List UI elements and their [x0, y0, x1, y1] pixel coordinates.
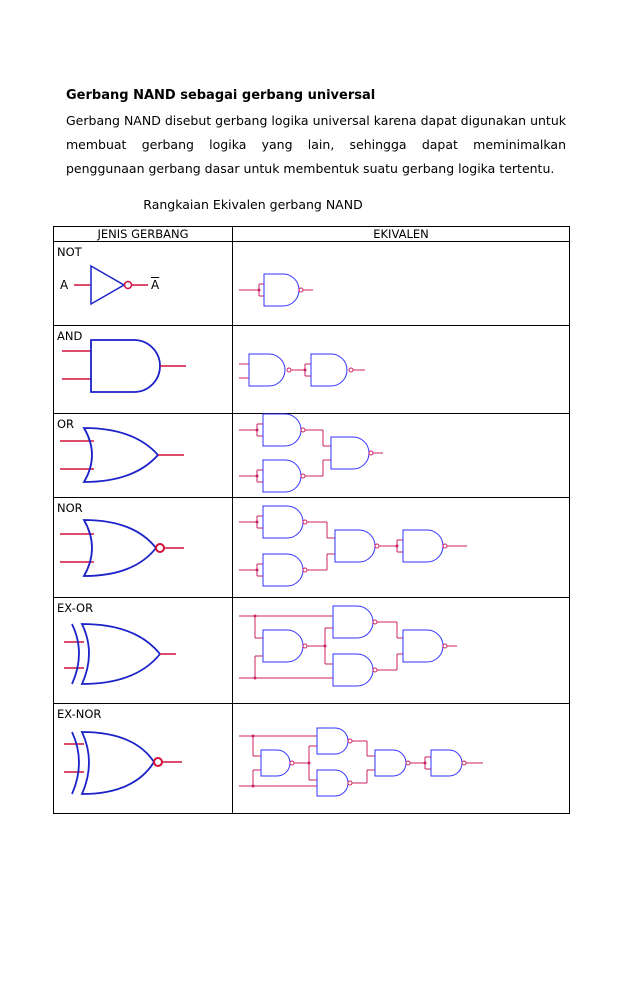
input-label: A [60, 278, 69, 292]
gate-name: NOT [57, 245, 82, 259]
equivalent-cell-and [233, 326, 570, 414]
header-ekivalen: EKIVALEN [233, 227, 570, 242]
gate-cell-or [54, 414, 233, 498]
gate-name: EX-NOR [57, 707, 102, 721]
table-row [54, 414, 570, 498]
xor-gate-icon [54, 598, 232, 704]
gate-cell-and [54, 326, 233, 414]
table-row [54, 242, 570, 326]
nand-equivalent-ex-or [233, 598, 571, 704]
gate-name: EX-OR [57, 601, 94, 615]
gate-name: NOR [57, 501, 83, 515]
table-row [54, 598, 570, 704]
equivalent-cell-ex-or [233, 598, 570, 704]
equivalent-cell-ex-nor [233, 704, 570, 814]
gate-name: OR [57, 417, 75, 431]
equivalent-cell-nor [233, 498, 570, 598]
table-row [54, 704, 570, 814]
table-header-row [54, 227, 570, 242]
nand-equivalent-ex-nor [233, 704, 571, 814]
not-gate-icon [54, 242, 232, 326]
gate-cell-ex-nor [54, 704, 233, 814]
gate-cell-nor [54, 498, 233, 598]
gate-equivalence-table [53, 226, 570, 814]
output-label-a-bar: $\overline{A}$ [151, 278, 160, 292]
gate-cell-ex-or [54, 598, 233, 704]
nand-equivalent-not [233, 242, 571, 326]
gate-name: AND [57, 329, 83, 343]
equivalent-cell-not [233, 242, 570, 326]
header-jenis-gerbang: JENIS GERBANG [54, 227, 233, 242]
page-heading: Gerbang NAND sebagai gerbang universal [66, 88, 376, 103]
nor-gate-icon [54, 498, 232, 598]
equivalent-cell-or [233, 414, 570, 498]
gate-cell-not [54, 242, 233, 326]
table-row [54, 498, 570, 598]
nand-equivalent-and [233, 326, 571, 414]
nand-equivalent-or [233, 414, 571, 498]
table-caption: Rangkaian Ekivalen gerbang NAND [143, 197, 363, 212]
xnor-gate-icon [54, 704, 232, 814]
table-row [54, 326, 570, 414]
intro-paragraph: Gerbang NAND disebut gerbang logika universal karena dapat digunakan untuk membuat gerbang logika yang lain, sehingga dapat meminimalkan penggunaan gerbang dasar untuk membentuk suatu gerbang logika tertentu. [66, 113, 566, 176]
or-gate-icon [54, 414, 232, 498]
nand-equivalent-nor [233, 498, 571, 598]
and-gate-icon [54, 326, 232, 414]
